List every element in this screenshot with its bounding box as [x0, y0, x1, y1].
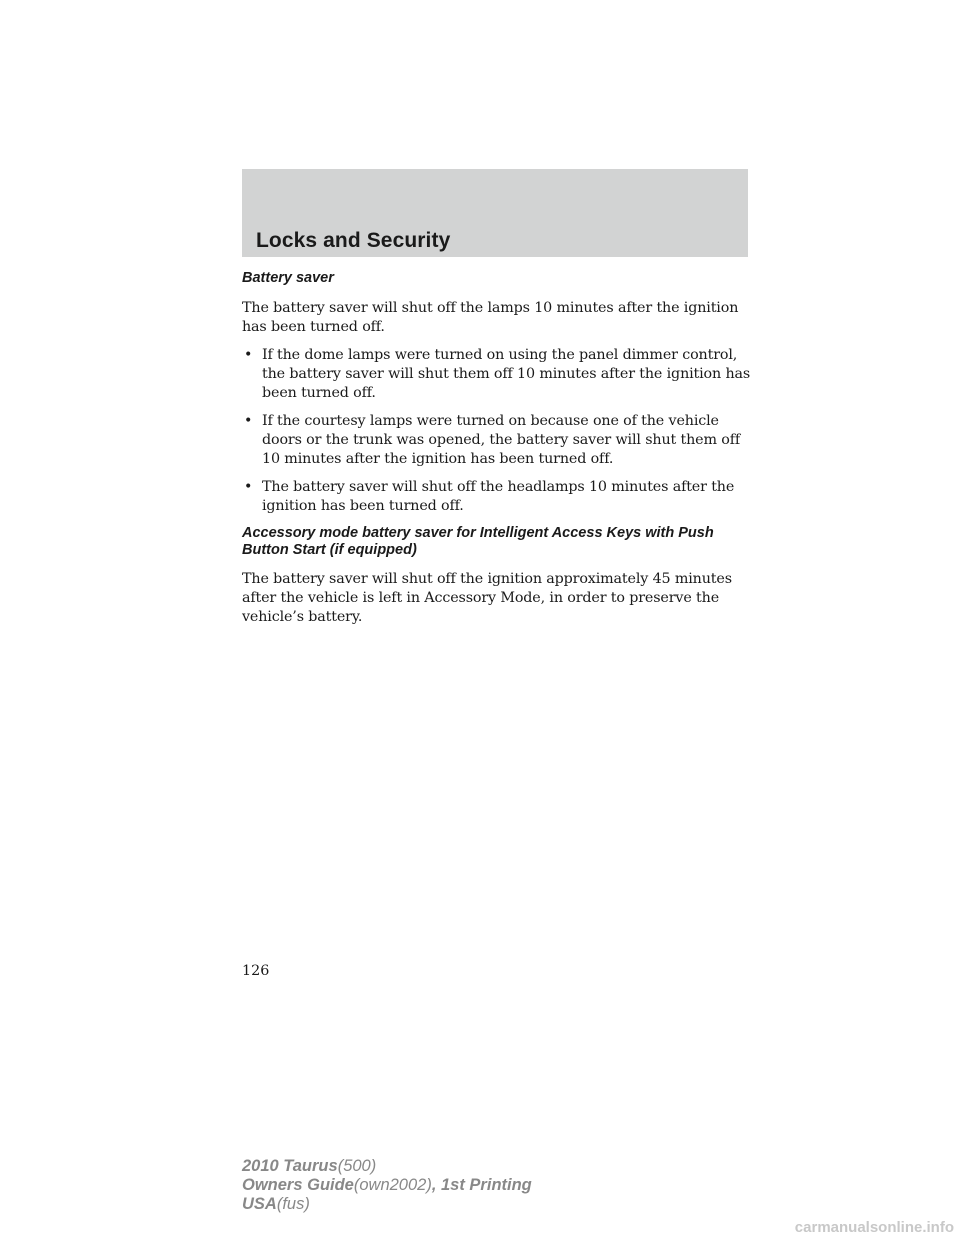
section-header-band: [242, 169, 748, 257]
footer-model-code: (500): [337, 1157, 377, 1175]
footer-guide: Owners Guide: [242, 1176, 354, 1194]
bullet-icon: •: [244, 413, 253, 429]
bullet-item-courtesy-lamps: [242, 412, 752, 469]
section-title: Locks and Security: [256, 229, 451, 252]
footer-model: 2010 Taurus: [242, 1157, 338, 1175]
watermark: carmanualsonline.info: [794, 1219, 954, 1236]
page-content: [242, 270, 752, 636]
battery-saver-bullet-list: [242, 346, 752, 516]
accessory-mode-heading: Accessory mode battery saver for Intelligent Access Keys with Push Button Start (if equipped): [242, 525, 714, 558]
bullet-item-dome-lamps: [242, 346, 752, 403]
footer-printing: , 1st Printing: [431, 1176, 532, 1194]
footer-market: USA: [242, 1195, 277, 1213]
accessory-mode-body: The battery saver will shut off the ignition approximately 45 minutes after the vehicle is left in Accessory Mode, in order to preserve the vehicle’s battery.: [242, 571, 732, 625]
footer-line-market: [242, 1195, 532, 1214]
footer-line-guide: [242, 1176, 532, 1195]
footer-guide-code: (own2002): [353, 1176, 432, 1194]
bullet-text: If the courtesy lamps were turned on because one of the vehicle doors or the trunk was opened, the battery saver will shut them off 10 minutes after the ignition has been turned off.: [262, 413, 741, 467]
document-footer: [242, 1157, 532, 1214]
page-number: 126: [242, 963, 270, 979]
bullet-icon: •: [244, 479, 253, 495]
battery-saver-intro: The battery saver will shut off the lamps 10 minutes after the ignition has been turned off.: [242, 300, 739, 335]
bullet-item-headlamps: [242, 478, 752, 516]
footer-line-model: [242, 1157, 532, 1176]
battery-saver-heading: Battery saver: [242, 270, 334, 286]
bullet-text: If the dome lamps were turned on using the panel dimmer control, the battery saver will shut them off 10 minutes after the ignition has been turned off.: [262, 347, 751, 401]
bullet-text: The battery saver will shut off the headlamps 10 minutes after the ignition has been turned off.: [262, 479, 735, 514]
footer-market-code: (fus): [276, 1195, 310, 1213]
bullet-icon: •: [244, 347, 253, 363]
